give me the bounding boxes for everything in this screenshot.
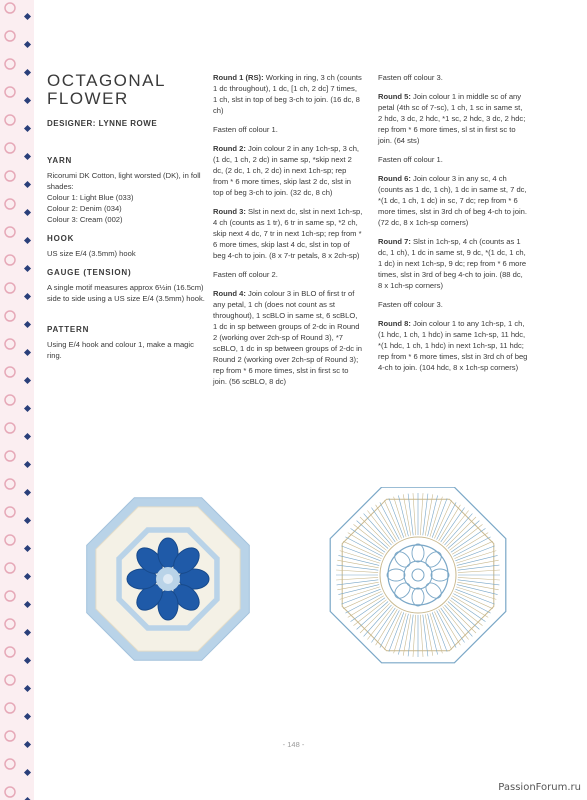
chart-stitch <box>452 596 488 618</box>
chart-stitch <box>455 589 494 604</box>
round-label: Round 4: <box>213 289 246 298</box>
yarn-colour-2: Colour 2: Denim (034) <box>47 204 122 213</box>
yarn-heading: YARN <box>47 156 73 165</box>
instruction-paragraph <box>378 173 528 228</box>
gauge-text: A single motif measures approx 6½in (16.5cm) side to side using a US size E/4 (3.5mm) hook. <box>47 283 205 303</box>
round-label: Round 5: <box>378 92 411 101</box>
chart-petal <box>431 569 449 581</box>
round-text: Fasten off colour 2. <box>213 270 278 279</box>
chart-stitch <box>341 546 380 561</box>
pattern-text: Using E/4 hook and colour 1, make a magic ring. <box>47 340 194 360</box>
round-label: Round 1 (RS): <box>213 73 264 82</box>
round-label: Round 2: <box>213 144 246 153</box>
chart-stitch <box>423 615 428 657</box>
instruction-paragraph <box>378 154 528 165</box>
instruction-paragraph <box>213 143 363 198</box>
chart-stitch <box>456 587 496 600</box>
chart-stitch <box>343 541 381 558</box>
instruction-paragraph <box>378 236 528 291</box>
chart-petal <box>387 569 405 581</box>
chart-stitch <box>394 497 407 537</box>
instruction-paragraph <box>378 91 528 146</box>
instruction-paragraph <box>213 269 363 280</box>
chart-stitch <box>384 500 401 538</box>
chart-stitch <box>434 500 451 538</box>
instructions-column-2 <box>378 72 528 381</box>
chart-petal <box>412 588 424 606</box>
chart-stitch <box>348 533 384 555</box>
instruction-paragraph <box>378 318 528 373</box>
chart-stitch <box>452 533 488 555</box>
round-text: Fasten off colour 1. <box>378 155 443 164</box>
instruction-paragraph <box>378 72 528 83</box>
instruction-paragraph <box>378 299 528 310</box>
chart-stitch <box>337 580 379 585</box>
pattern-heading: PATTERN <box>47 325 90 334</box>
chart-stitch <box>439 505 461 541</box>
chart-stitch <box>360 517 390 547</box>
chart-petal <box>412 544 424 562</box>
chart-stitch <box>432 612 447 651</box>
chart-stitch <box>439 609 461 645</box>
instruction-paragraph <box>213 124 363 135</box>
designer-credit: DESIGNER: LYNNE ROWE <box>47 119 158 128</box>
round-label: Round 3: <box>213 207 246 216</box>
round-label: Round 6: <box>378 174 411 183</box>
round-text: Fasten off colour 3. <box>378 73 443 82</box>
chart-stitch <box>432 498 447 537</box>
yarn-info <box>47 170 207 225</box>
round-text: Fasten off colour 3. <box>378 300 443 309</box>
chart-stitch <box>434 612 451 650</box>
instruction-paragraph <box>213 206 363 261</box>
round-label: Round 8: <box>378 319 411 328</box>
round-text: Slst in 1ch-sp, 4 ch (counts as 1 dc, 1 ch), 1 dc in same st, 9 dc, *(1 dc, 1 ch, 1 dc) in next 1ch-sp, 9 dc; rep from * 6 more times, slst in 3rd of beg 4-ch to join. (88 dc, 8 x 1ch-sp corners) <box>378 237 527 290</box>
chart-stitch <box>456 551 496 564</box>
materials-column <box>47 155 207 369</box>
chart-stitch <box>348 596 384 618</box>
round-text: Join colour 1 in middle sc of any petal (4th sc of 7-sc), 1 ch, 1 sc in same st, 2 hdc, 3 dc, 2 hdc, *1 sc, 2 hdc, 3 dc, 2 hdc; rep from * 6 more times, sl st in first sc to join. (64 sts) <box>378 92 526 145</box>
chart-stitch <box>389 612 404 651</box>
round-text: Slst in next dc, slst in next 1ch-sp, 4 ch (counts as 1 tr), 6 tr in same sp, *2 ch, skip next 4 dc, 7 tr in next 1ch-sp; rep from * 6 more times, skip last 4 dc, slst in top of beg 4-ch to join. (8 x 7-tr petals, 8 x 2ch-sp) <box>213 207 363 260</box>
chart-stitch <box>340 587 380 600</box>
chart-stitch <box>341 589 380 604</box>
chart-stitch <box>458 580 500 585</box>
crochet-chart <box>296 487 541 664</box>
instruction-paragraph <box>213 288 363 387</box>
page-title: OCTAGONAL FLOWER <box>47 71 166 108</box>
gauge-heading: GAUGE (TENSION) <box>47 268 132 277</box>
chart-stitch <box>384 612 401 650</box>
chart-stitch <box>337 565 379 570</box>
yarn-colour-3: Colour 3: Cream (002) <box>47 215 123 224</box>
round-text: Join colour 1 to any 1ch-sp, 1 ch, (1 hdc, 1 ch, 1 hdc) in same 1ch-sp, 11 hdc, *(1 hdc, 1 ch, 1 hdc) in next 1ch-sp, 11 hdc; rep from * 6 more times, slst in 3rd ch of beg 4-ch to join. (104 hdc, 8 x 1ch-sp corners) <box>378 319 528 372</box>
motif-photo <box>44 496 292 662</box>
chart-stitch <box>455 541 493 558</box>
hook-heading: HOOK <box>47 234 75 243</box>
chart-stitch <box>455 546 494 561</box>
round-text: Fasten off colour 1. <box>213 125 278 134</box>
chart-stitch <box>408 615 413 657</box>
chart-stitch <box>455 591 493 608</box>
round-text: Working in ring, 3 ch (counts 1 dc throughout), 1 dc, [1 ch, 2 dc] 7 times, 1 ch, slst in top of beg 3-ch to join. (16 dc, 8 ch) <box>213 73 362 115</box>
chart-stitch <box>430 497 443 537</box>
chart-stitch <box>446 517 476 547</box>
chart-stitch <box>340 551 380 564</box>
chart-stitch <box>389 498 404 537</box>
chart-stitch <box>376 609 398 645</box>
chart-stitch <box>423 494 428 536</box>
watermark: PassionForum.ru <box>498 782 581 793</box>
decorative-border <box>0 0 34 800</box>
instruction-paragraph <box>213 72 363 116</box>
hook-text: US size E/4 (3.5mm) hook <box>47 249 136 258</box>
instructions-column-1 <box>213 72 363 395</box>
chart-petal <box>423 580 444 601</box>
chart-stitch <box>458 565 500 570</box>
chart-petal <box>392 549 413 570</box>
chart-stitch <box>376 505 398 541</box>
round-text: Join colour 3 in BLO of first tr of any petal, 1 ch (does not count as st throughout), 1 scBLO in same st, 6 scBLO, 1 dc in sp between groups of 2-dc in Round 2 (working over 2ch-sp of Round 3), *7 scBLO, 1 dc in sp between groups of 2-dc in Round 2 (working over 2ch-sp of Round 3); rep from * 6 more times, slst in first sc to join. (56 scBLO, 8 dc) <box>213 289 363 386</box>
chart-petal <box>392 580 413 601</box>
chart-stitch <box>430 613 443 653</box>
round-text: Join colour 2 in any 1ch-sp, 3 ch, (1 dc, 1 ch, 2 dc) in same sp, *skip next 2 dc, (2 dc, 1 ch, 2 dc) in next 1ch-sp; rep from * 6 more times, skip last 2 dc, slst in top of beg 3-ch to join. (32 dc, 8 ch) <box>213 144 360 197</box>
chart-petal <box>423 549 444 570</box>
yarn-text: Ricorumi DK Cotton, light worsted (DK), in foll shades: <box>47 171 201 191</box>
chart-stitch <box>360 603 390 633</box>
chart-stitch <box>394 613 407 653</box>
chart-stitch <box>446 603 476 633</box>
page-number: - 148 - <box>282 740 305 749</box>
chart-stitch <box>343 591 381 608</box>
round-text: Join colour 3 in any sc, 4 ch (counts as 1 dc, 1 ch), 1 dc in same st, 7 dc, *(1 dc, 1 ch, 1 dc) in sc, 7 dc; rep from * 6 more times, slst in 3rd ch of beg 4-ch to join. (72 dc, 8 x 1ch-sp corners) <box>378 174 527 227</box>
chart-stitch <box>408 494 413 536</box>
round-label: Round 7: <box>378 237 411 246</box>
yarn-colour-1: Colour 1: Light Blue (033) <box>47 193 134 202</box>
